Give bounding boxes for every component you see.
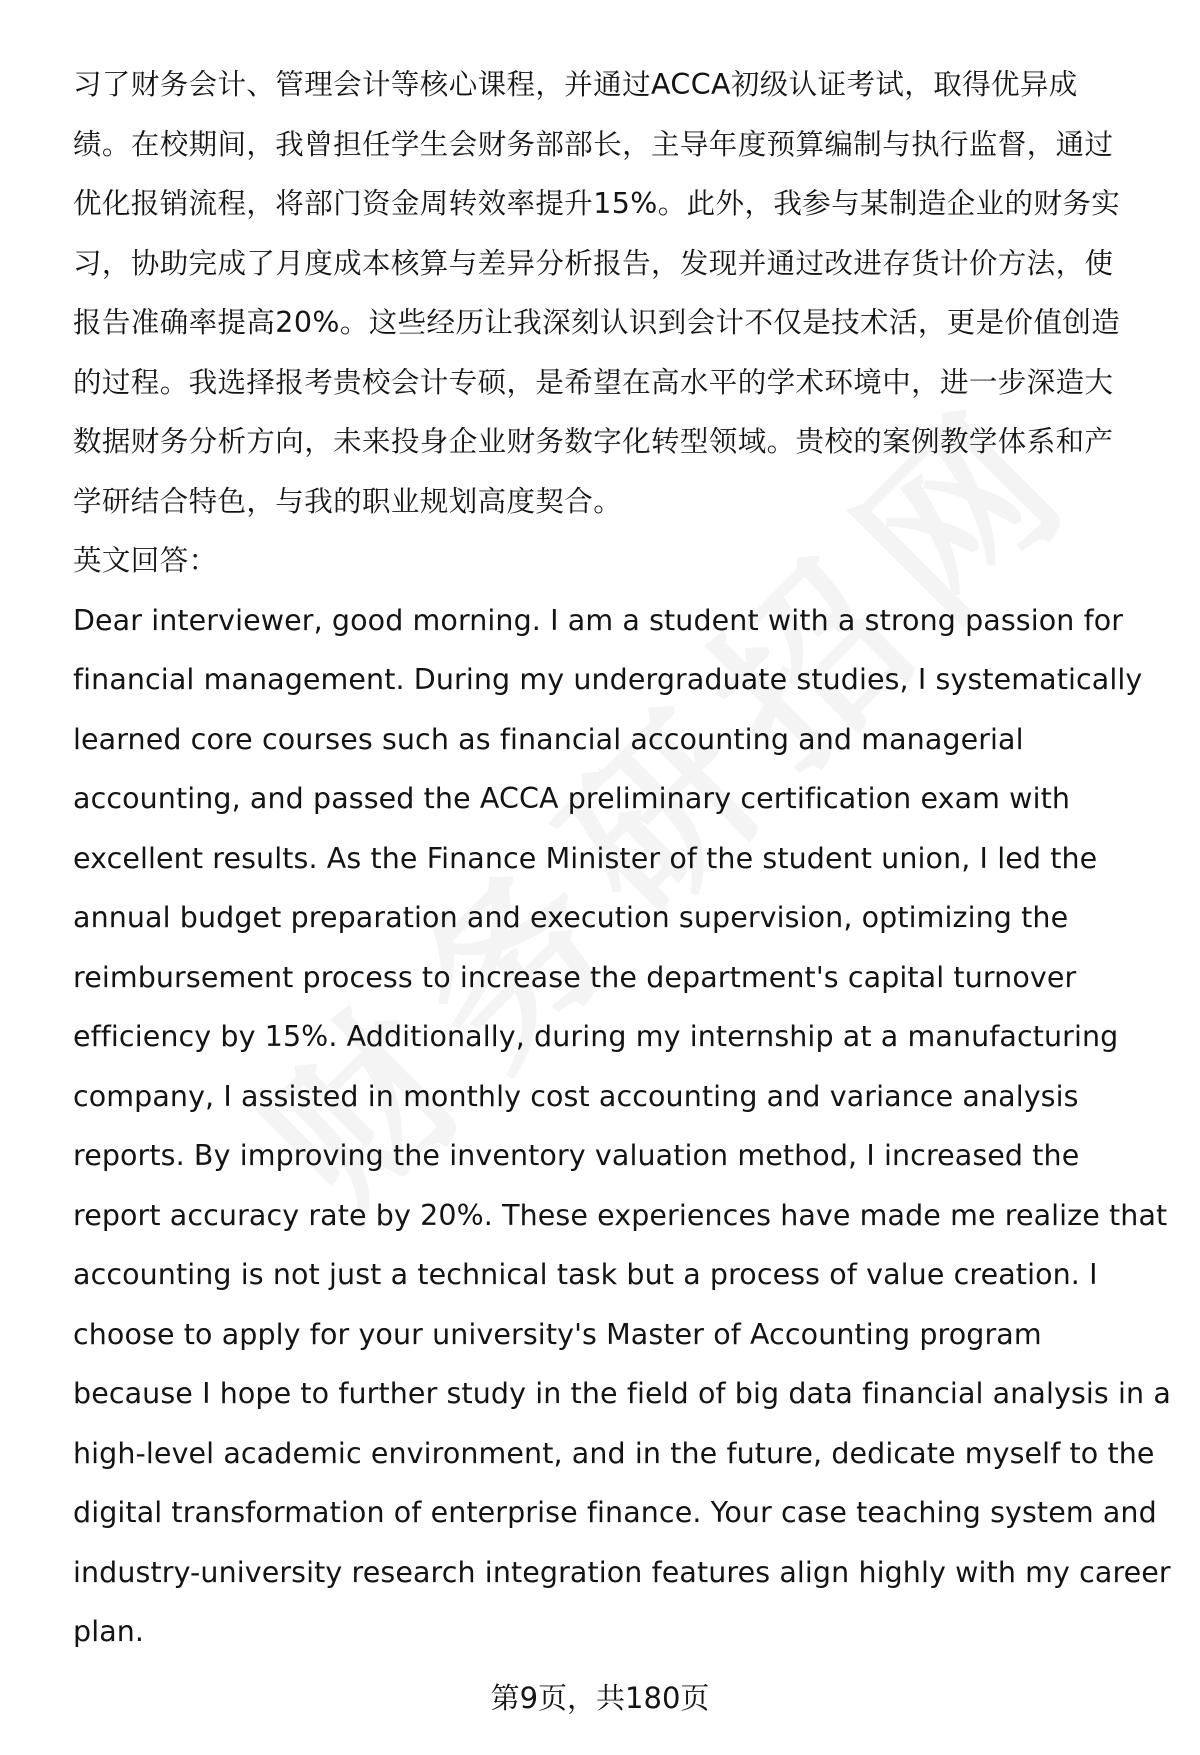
- text-line: Dear interviewer, good morning. I am a student with a strong passion for: [73, 603, 1124, 637]
- text-line: 习，协助完成了月度成本核算与差异分析报告，发现并通过改进存货计价方法，使: [73, 246, 1114, 280]
- text-line: 数据财务分析方向，未来投身企业财务数字化转型领域。贵校的案例教学体系和产: [73, 425, 1114, 458]
- text-line: 绩。在校期间，我曾担任学生会财务部部长，主导年度预算编制与执行监督，通过: [73, 127, 1114, 161]
- text-line: 习了财务会计、管理会计等核心课程，并通过ACCA初级认证考试，取得优异成: [73, 68, 1078, 101]
- text-line: report accuracy rate by 20%. These experiences have made me realize that: [73, 1198, 1168, 1232]
- text-line: accounting is not just a technical task but a process of value creation. I: [73, 1258, 1098, 1291]
- text-line: because I hope to further study in the field of big data financial analysis in a: [73, 1377, 1171, 1410]
- text-line: digital transformation of enterprise finance. Your case teaching system and: [73, 1496, 1157, 1529]
- text-line: 的过程。我选择报考贵校会计专硕，是希望在高水平的学术环境中，进一步深造大: [73, 365, 1114, 399]
- text-line: efficiency by 15%. Additionally, during my internship at a manufacturing: [73, 1020, 1119, 1053]
- text-line: company, I assisted in monthly cost accounting and variance analysis: [73, 1079, 1079, 1113]
- text-line: high-level academic environment, and in the future, dedicate myself to the: [73, 1436, 1155, 1470]
- text-line: choose to apply for your university's Master of Accounting program: [73, 1317, 1042, 1351]
- text-line: 报告准确率提高20%。这些经历让我深刻认识到会计不仅是技术活，更是价值创造: [73, 306, 1121, 339]
- text-line: industry-university research integration features align highly with my career: [73, 1555, 1171, 1589]
- text-line: 优化报销流程，将部门资金周转效率提升15%。此外，我参与某制造企业的财务实: [73, 187, 1121, 220]
- text-line: learned core courses such as financial accounting and managerial: [73, 722, 1024, 756]
- text-line: financial management. During my undergraduate studies, I systematically: [73, 663, 1143, 696]
- text-line: plan.: [73, 1615, 145, 1648]
- text-line: accounting, and passed the ACCA preliminary certification exam with: [73, 782, 1071, 815]
- page-number: 第9页，共180页: [490, 1681, 710, 1715]
- section-heading-english-answer: 英文回答：: [73, 544, 218, 577]
- text-line: excellent results. As the Finance Minister of the student union, I led the: [73, 841, 1098, 875]
- text-line: annual budget preparation and execution supervision, optimizing the: [73, 901, 1069, 934]
- body-text: [73, 55, 1171, 1662]
- text-line: 学研结合特色，与我的职业规划高度契合。: [73, 484, 623, 518]
- text-line: reimbursement process to increase the department's capital turnover: [73, 960, 1077, 994]
- text-line: reports. By improving the inventory valuation method, I increased the: [73, 1139, 1080, 1172]
